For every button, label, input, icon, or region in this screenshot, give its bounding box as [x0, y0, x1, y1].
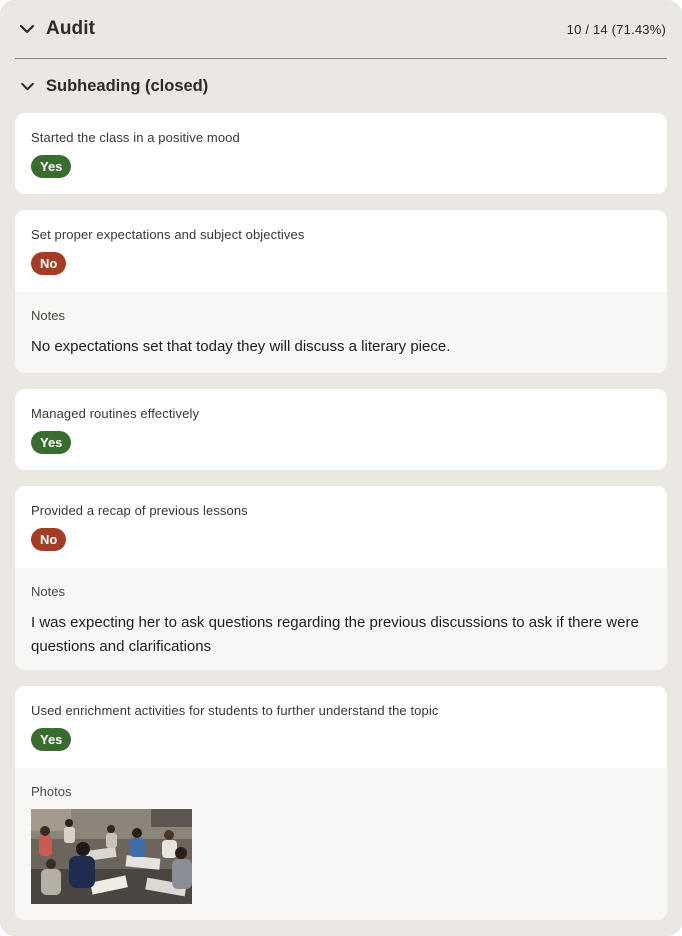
score-summary: 10 / 14 (71.43%)	[566, 21, 666, 37]
notes-section	[15, 568, 667, 670]
audit-item	[15, 389, 667, 470]
subheading-title: Subheading (closed)	[46, 76, 209, 95]
question-text: Used enrichment activities for students to further understand the topic	[31, 703, 439, 718]
chevron-down-icon[interactable]	[18, 77, 36, 95]
question-text: Started the class in a positive mood	[31, 130, 240, 145]
photos-label: Photos	[31, 784, 72, 799]
answer-badge-yes[interactable]: Yes	[31, 431, 71, 454]
notes-label: Notes	[31, 308, 65, 323]
notes-section	[15, 292, 667, 373]
header-divider	[15, 58, 667, 59]
question-text: Set proper expectations and subject objectives	[31, 227, 305, 242]
audit-item	[15, 486, 667, 670]
audit-item	[15, 686, 667, 920]
answer-badge-yes[interactable]: Yes	[31, 155, 71, 178]
question-text: Provided a recap of previous lessons	[31, 503, 248, 518]
audit-item	[15, 113, 667, 194]
notes-text: I was expecting her to ask questions regarding the previous discussions to ask if there were questions and clarifications	[31, 614, 639, 655]
question-text: Managed routines effectively	[31, 406, 200, 421]
answer-badge-no[interactable]: No	[31, 252, 66, 275]
classroom-photo-thumbnail[interactable]	[31, 809, 192, 904]
audit-item	[15, 210, 667, 373]
subheading[interactable]	[0, 68, 682, 104]
answer-badge-yes[interactable]: Yes	[31, 728, 71, 751]
chevron-down-icon[interactable]	[18, 20, 36, 38]
answer-badge-no[interactable]: No	[31, 528, 66, 551]
section-title: Audit	[46, 18, 96, 39]
audit-header[interactable]	[0, 0, 682, 58]
notes-text: No expectations set that today they will discuss a literary piece.	[31, 338, 451, 355]
notes-label: Notes	[31, 584, 65, 599]
photos-section	[15, 768, 667, 920]
